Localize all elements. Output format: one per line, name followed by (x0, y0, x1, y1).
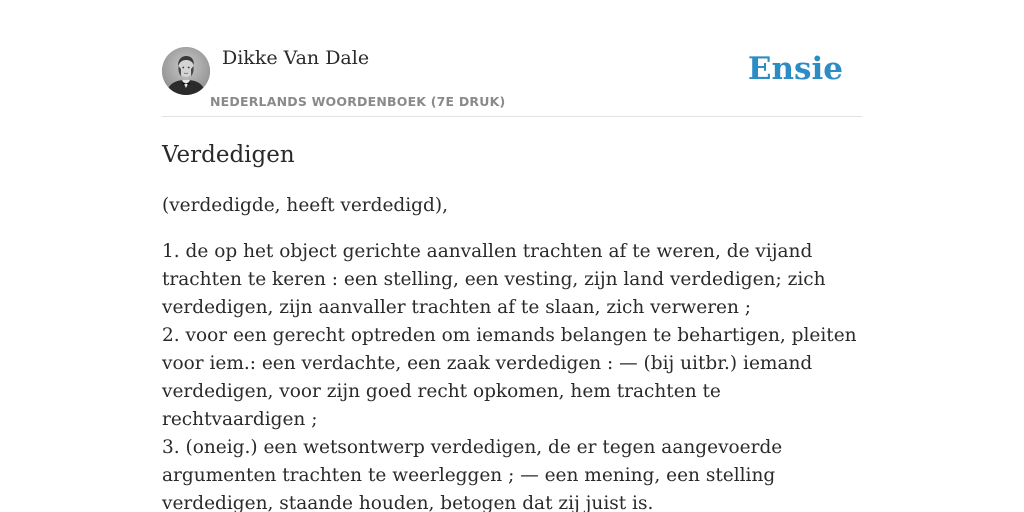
entry-forms: (verdedigde, heeft verdedigd), (162, 195, 448, 216)
author-avatar[interactable] (162, 47, 210, 95)
definition-item: 2. voor een gerecht optreden om iemands belangen te behartigen, pleiten voor iem.: een verdachte, een zaak verdedigen : — (bij uitbr.) iemand verdedigen, voor zijn goed recht opkomen, hem trachten te rechtvaardigen ; (162, 325, 857, 430)
header (162, 44, 862, 117)
brand-logo[interactable]: Ensie (747, 51, 843, 87)
source-name[interactable]: NEDERLANDS WOORDENBOEK (7E DRUK) (210, 94, 506, 109)
author-portrait-icon (162, 47, 210, 95)
entry-title: Verdedigen (162, 142, 295, 168)
definitions-list (162, 238, 866, 512)
entry-content (162, 138, 866, 512)
author-name[interactable]: Dikke Van Dale (222, 47, 370, 69)
definition-item: 1. de op het object gerichte aanvallen trachten af te weren, de vijand trachten te keren : een stelling, een vesting, zijn land verdedigen; zich verdedigen, zijn aanvaller trachten af te slaan, zich verweren ; (162, 241, 826, 318)
definition-item: 3. (oneig.) een wetsontwerp verdedigen, de er tegen aangevoerde argumenten trachten te weerleggen ; — een mening, een stelling verdedigen, staande houden, betogen dat zij juist is. (162, 437, 783, 512)
